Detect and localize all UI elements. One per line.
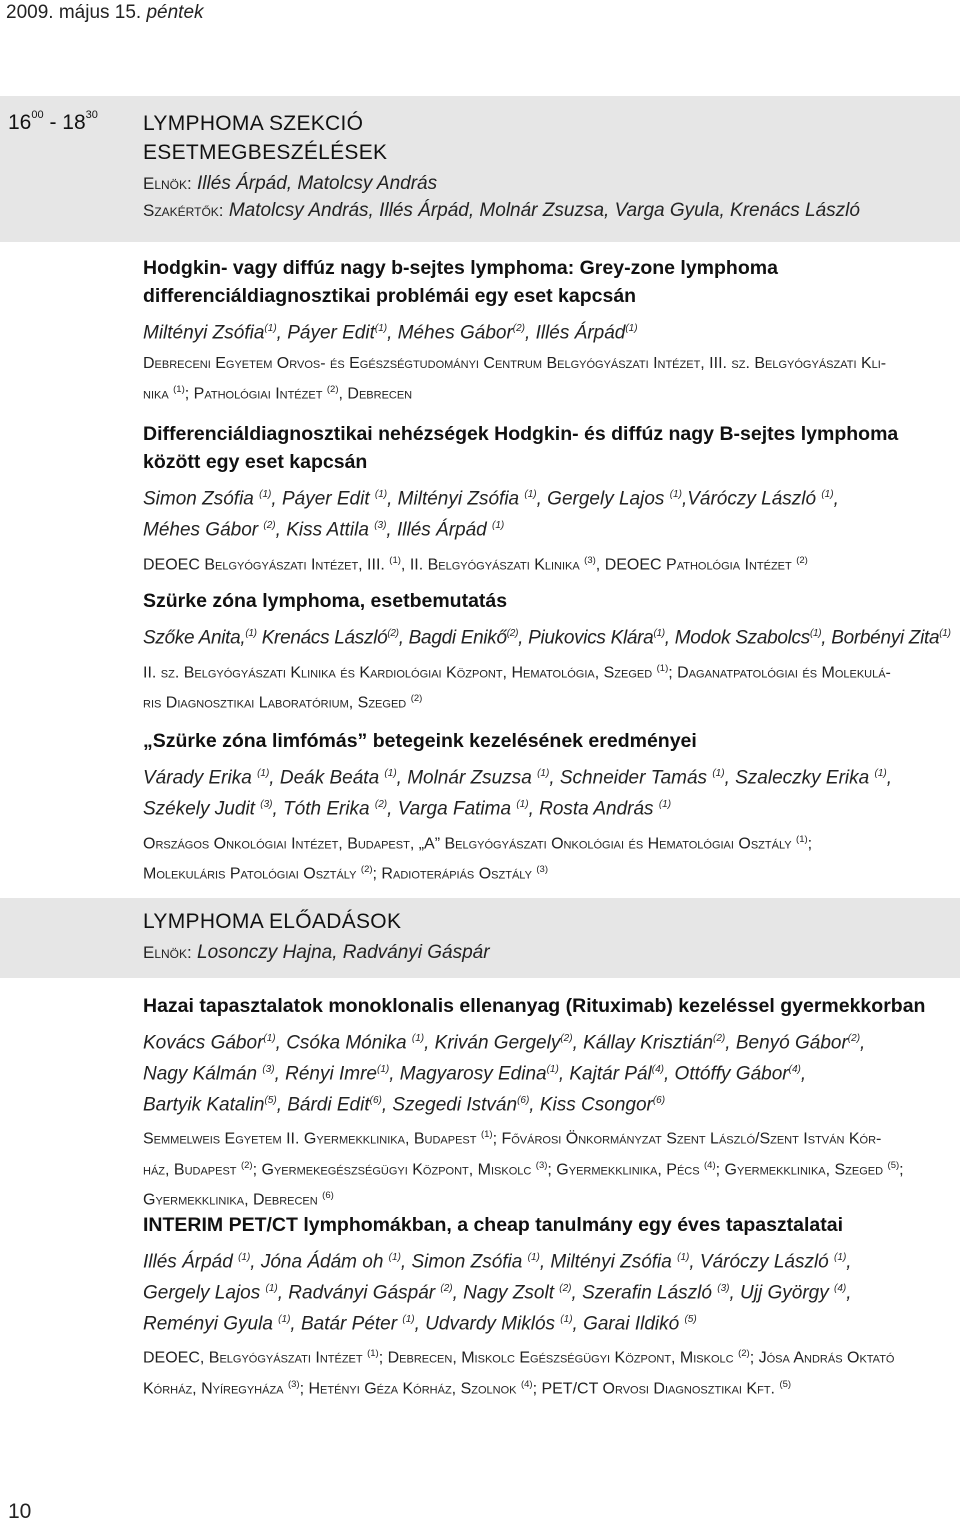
session1-time: $16^{00} - 18^{30}$: [8, 109, 98, 134]
talk1-title: Hodgkin- vagy diffúz nagy b-sejtes lymphoma: Grey-zone lymphoma differenciáldiagnosztikai problémái egy eset kapcsán: [143, 257, 778, 307]
session2-chair: Elnök: Losonczy Hajna, Radványi Gáspár: [143, 942, 490, 963]
talk5: [143, 992, 955, 1213]
talk4-affiliation: Országos Onkológiai Intézet, Budapest, „A” Belgyógyászati Onkológiai és Hematológiai Osztály $^{(1)}$; Molekuláris Patológiai Osztály $^{(2)}$; Radioterápiás Osztály $^{(3)}$: [143, 833, 813, 883]
talk6-title: INTERIM PET/CT lymphomákban, a cheap tanulmány egy éves tapasztalatai: [143, 1214, 844, 1236]
page-number: 10: [8, 1500, 32, 1523]
talk1-authors: Miltényi Zsófia$^{(1)}$, Páyer Edit$^{(1)}$, Méhes Gábor$^{(2)}$, Illés Árpád$^{(1)}$: [143, 322, 638, 344]
date-text: 2009. május 15.: [6, 2, 142, 23]
talk1-affiliation: Debreceni Egyetem Orvos- és Egészségtudományi Centrum Belgyógyászati Intézet, III. sz. Belgyógyászati Kli- nika $^{(1)}$; Pathológiai Intézet $^{(2)}$, Debrecen: [143, 354, 887, 403]
talk6-authors: Illés Árpád $^{(1)}$, Jóna Ádám oh $^{(1)}$, Simon Zsófia $^{(1)}$, Miltényi Zsófia $^{(1)}$, Váróczy László $^{(1)}$, Gergely Lajos $^{(1)}$, Radványi Gáspár $^{(2)}$, Nagy Zsolt $^{(2)}$, Szerafin László $^{(3)}$, Ujj György $^{(4)}$, Reményi Gyula $^{(1)}$, Batár Péter $^{(1)}$, Udvardy Miklós $^{(1)}$, Garai Ildikó $^{(5)}$: [143, 1251, 852, 1334]
talk4: [143, 727, 955, 887]
talk3-title: Szürke zóna lymphoma, esetbemutatás: [143, 590, 508, 612]
talk5-affiliation: Semmelweis Egyetem II. Gyermekklinika, Budapest $^{(1)}$; Fővárosi Önkormányzat Szent László/Szent István Kór- ház, Budapest $^{(2)}$; Gyermekegészségügyi Központ, Miskolc $^{(3)}$; Gyermekklinika, Pécs $^{(4)}$; Gyermekklinika, Szeged $^{(5)}$; Gyermekklinika, Debrecen $^{(6)}$: [143, 1129, 904, 1209]
session2-title: LYMPHOMA ELŐADÁSOK: [143, 910, 402, 933]
talk3-affiliation: II. sz. Belgyógyászati Klinika és Kardiológiai Központ, Hematológia, Szeged $^{(1)}$; Daganatpatológiai és Molekulá- ris Diagnosztikai Laboratórium, Szeged $^{(2)}$: [143, 662, 891, 712]
session1-title: LYMPHOMA SZEKCIÓ: [143, 112, 364, 135]
talk3: [143, 587, 955, 716]
talk3-authors: Szőke Anita,$^{(1)}$ Krenács László$^{(2)}$, Bagdi Enikő$^{(2)}$, Piukovics Klára$^{(1)}$, Modok Szabolcs$^{(1)}$, Borbényi Zita$^{(1)}$: [143, 627, 951, 649]
talk6: [143, 1211, 955, 1402]
weekday-text: péntek: [146, 2, 204, 23]
talk2: [143, 420, 955, 578]
session2-header: [143, 904, 955, 966]
session1-experts: Szakértők: Matolcsy András, Illés Árpád, Molnár Zsuzsa, Varga Gyula, Krenács László: [143, 200, 860, 221]
talk2-affiliation: DEOEC Belgyógyászati Intézet, III. $^{(1)}$, II. Belgyógyászati Klinika $^{(3)}$, DEOEC Pathológia Intézet $^{(2)}$: [143, 554, 808, 573]
session1-header: [143, 106, 955, 224]
talk5-authors: Kovács Gábor$^{(1)}$, Csóka Mónika $^{(1)}$, Kriván Gergely$^{(2)}$, Kállay Krisztián$^{(2)}$, Benyó Gábor$^{(2)}$, Nagy Kálmán $^{(3)}$, Rényi Imre$^{(1)}$, Magyarosy Edina$^{(1)}$, Kajtár Pál$^{(4)}$, Ottóffy Gábor$^{(4)}$, Bartyik Katalin$^{(5)}$, Bárdi Edit$^{(6)}$, Szegedi István$^{(6)}$, Kiss Csongor$^{(6)}$: [143, 1032, 866, 1115]
talk4-title: „Szürke zóna limfómás” betegeink kezelésének eredményei: [143, 730, 697, 752]
talk2-title: Differenciáldiagnosztikai nehézségek Hodgkin- és diffúz nagy B-sejtes lymphoma között egy eset kapcsán: [143, 423, 899, 473]
talk1: [143, 254, 955, 407]
talk2-authors: Simon Zsófia $^{(1)}$, Páyer Edit $^{(1)}$, Miltényi Zsófia $^{(1)}$, Gergely Lajos $^{(1)}$,Váróczy László $^{(1)}$, Méhes Gábor $^{(2)}$, Kiss Attila $^{(3)}$, Illés Árpád $^{(1)}$: [143, 488, 839, 541]
session1-subtitle: ESETMEGBESZÉLÉSEK: [143, 141, 388, 164]
talk6-affiliation: DEOEC, Belgyógyászati Intézet $^{(1)}$; Debrecen, Miskolc Egészségügyi Központ, Miskolc $^{(2)}$; Jósa András Oktató Kórház, Nyíregyháza $^{(3)}$; Hetényi Géza Kórház, Szolnok $^{(4)}$; PET/CT Orvosi Diagnosztikai Kft. $^{(5)}$: [143, 1348, 895, 1398]
talk5-title: Hazai tapasztalatok monoklonalis ellenanyag (Rituximab) kezeléssel gyermekkorban: [143, 995, 926, 1017]
header-date: [6, 2, 204, 24]
talk4-authors: Várady Erika $^{(1)}$, Deák Beáta $^{(1)}$, Molnár Zsuzsa $^{(1)}$, Schneider Tamás $^{(1)}$, Szaleczky Erika $^{(1)}$, Székely Judit $^{(3)}$, Tóth Erika $^{(2)}$, Varga Fatima $^{(1)}$, Rosta András $^{(1)}$: [143, 767, 893, 820]
session1-chair: Elnök: Illés Árpád, Matolcsy András: [143, 173, 438, 194]
